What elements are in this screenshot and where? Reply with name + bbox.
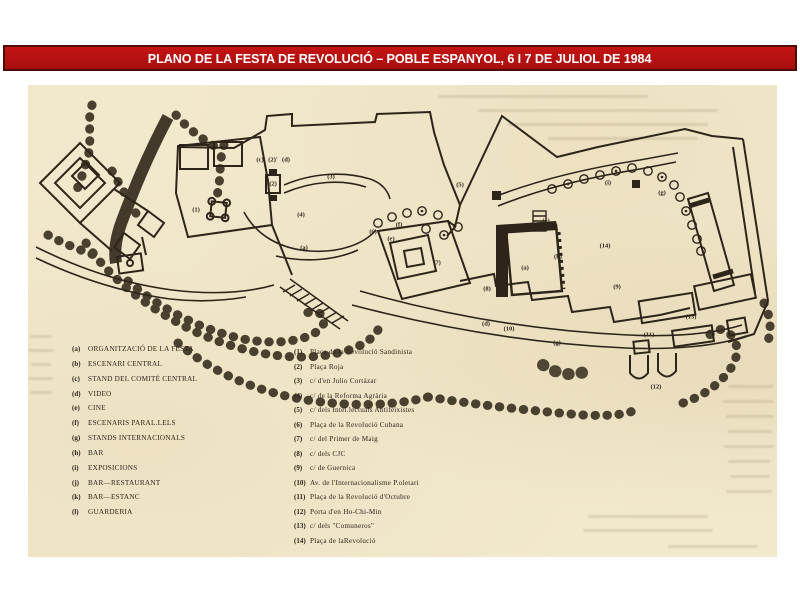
legend-key: (b)	[72, 359, 81, 368]
legend-label: BAR—ESTANC	[88, 493, 140, 502]
legend-label: c/ dels "Comuneros"	[310, 522, 375, 530]
map-label: (14)	[599, 242, 611, 250]
legend-key: (1)	[294, 348, 303, 356]
legend-item	[72, 434, 287, 449]
legend-label: c/ de Guernica	[310, 464, 356, 472]
legend-label: c/ d'en Julio Cortázar	[310, 377, 377, 385]
legend-item	[72, 508, 287, 523]
legend-label: STANDS INTERNACIONALS	[88, 434, 186, 443]
legend-label: ORGANITZACIÓ DE LA FESTA	[88, 345, 194, 353]
map-label: (8)	[483, 285, 491, 293]
map-label: (g)	[553, 339, 561, 347]
legend-item	[72, 464, 287, 479]
legend-item	[294, 493, 539, 508]
map-label: (4)	[297, 211, 305, 219]
legend-item	[294, 450, 539, 465]
legend-label: c/ dels Intel.lectuals Antifeixistes	[310, 406, 415, 414]
legend-label: c/ dels CJC	[310, 449, 346, 458]
legend-item	[294, 421, 539, 436]
legend-label: Av. de l'Internacionalisme P.oletari	[310, 478, 419, 487]
legend-label: EXPOSICIONS	[88, 463, 138, 472]
scanned-map-page	[28, 85, 777, 557]
map-label: (a)	[300, 244, 308, 252]
legend-key: (14)	[294, 536, 306, 545]
map-label: (b)	[554, 253, 562, 261]
map-label: (2)	[269, 180, 277, 188]
legend-item	[72, 493, 287, 508]
map-label: (5)	[456, 181, 464, 189]
legend-label: Porta d'en Ho-Chi-Min	[310, 507, 382, 516]
map-label: (12)	[650, 383, 662, 391]
legend-key: (c)	[72, 374, 80, 383]
legend-key: (12)	[294, 507, 306, 516]
legend-label: CINE	[88, 404, 106, 413]
legend-key: (2)	[294, 362, 303, 371]
legend-label: GUARDERIA	[88, 508, 133, 517]
legend-label: Plaça Roja	[310, 362, 344, 371]
legend-item	[294, 406, 539, 421]
legend-label: STAND DEL COMITÉ CENTRAL	[88, 374, 198, 383]
legend-key: (g)	[72, 434, 81, 443]
legend-key: (10)	[294, 478, 306, 487]
legend-item	[294, 392, 539, 407]
legend-item	[72, 375, 287, 390]
map-label: (f)	[395, 221, 403, 229]
legend-key: (13)	[294, 522, 306, 530]
legend-item	[294, 464, 539, 479]
legend-key: (j)	[72, 478, 79, 487]
legend-key: (4)	[294, 391, 303, 400]
legend-label: Plaça de la Revolució Sandinista	[310, 348, 413, 356]
map-label: (d)	[282, 156, 290, 164]
legend-key: (6)	[294, 420, 303, 429]
legend-label: Plaça de la Revolució Cubana	[310, 420, 404, 429]
map-label: (g)	[658, 189, 666, 197]
map-label: (2)'	[268, 156, 278, 164]
map-label: (3)	[327, 173, 335, 181]
legend-item	[294, 363, 539, 378]
legend-item	[72, 345, 287, 360]
map-label: (6)	[369, 228, 377, 236]
map-label: (11)	[643, 331, 655, 339]
legend-key: (l)	[72, 508, 79, 517]
map-label: (13)	[685, 313, 697, 321]
legend-item	[72, 360, 287, 375]
legend-item	[294, 522, 539, 537]
legend-item	[72, 419, 287, 434]
legend-label: Plaça de laRevolució	[310, 536, 376, 545]
legend-key: (d)	[72, 389, 81, 398]
legend-item	[294, 348, 539, 363]
legend-label: VIDEO	[88, 389, 112, 398]
legend-label: BAR—RESTAURANT	[88, 478, 161, 487]
legend-key: (h)	[72, 448, 81, 457]
legend-key: (7)	[294, 435, 303, 443]
legend-key: (5)	[294, 406, 303, 414]
legend-key: (a)	[72, 345, 81, 353]
legend-label: ESCENARIS PARAL.LELS	[88, 419, 176, 428]
legend-label: BAR	[88, 448, 104, 457]
map-label: (c)	[256, 156, 264, 164]
map-label: (1)	[192, 206, 200, 214]
legend-places	[294, 348, 539, 551]
legend-key: (11)	[294, 493, 306, 501]
legend-label: ESCENARI CENTRAL	[88, 359, 163, 368]
legend-item	[72, 449, 287, 464]
legend-item	[294, 377, 539, 392]
map-label: (10)	[503, 325, 515, 333]
map-label: (e)	[542, 217, 550, 225]
legend-item	[72, 479, 287, 494]
legend-key: (e)	[72, 404, 80, 413]
legend-item	[72, 390, 287, 405]
title-banner	[3, 45, 797, 71]
legend-item	[294, 435, 539, 450]
legend-facilities	[72, 345, 287, 523]
legend-key: (f)	[72, 419, 79, 428]
legend-key: (8)	[294, 449, 303, 458]
page-title: PLANO DE LA FESTA DE REVOLUCIÓ – POBLE ESPANYOL, 6 I 7 DE JULIOL DE 1984	[148, 50, 652, 66]
legend-key: (3)	[294, 377, 303, 385]
legend-item	[72, 404, 287, 419]
map-label: (i)	[604, 179, 612, 187]
map-label: (9)	[613, 283, 621, 291]
legend-item	[294, 479, 539, 494]
legend-label: c/ de la Reforma Agrària	[310, 391, 388, 400]
map-label: (d)	[482, 320, 490, 328]
map-label: (a)	[521, 264, 529, 272]
legend-label: c/ del Primer de Maig	[310, 435, 378, 443]
legend-key: (i)	[72, 463, 79, 472]
legend-key: (k)	[72, 493, 81, 502]
legend-key: (9)	[294, 464, 303, 472]
map-label: (e)	[387, 235, 395, 243]
legend-item	[294, 537, 539, 552]
legend-item	[294, 508, 539, 523]
map-label: (7)	[433, 259, 441, 267]
legend-label: Plaça de la Revolució d'Octubre	[310, 493, 411, 501]
